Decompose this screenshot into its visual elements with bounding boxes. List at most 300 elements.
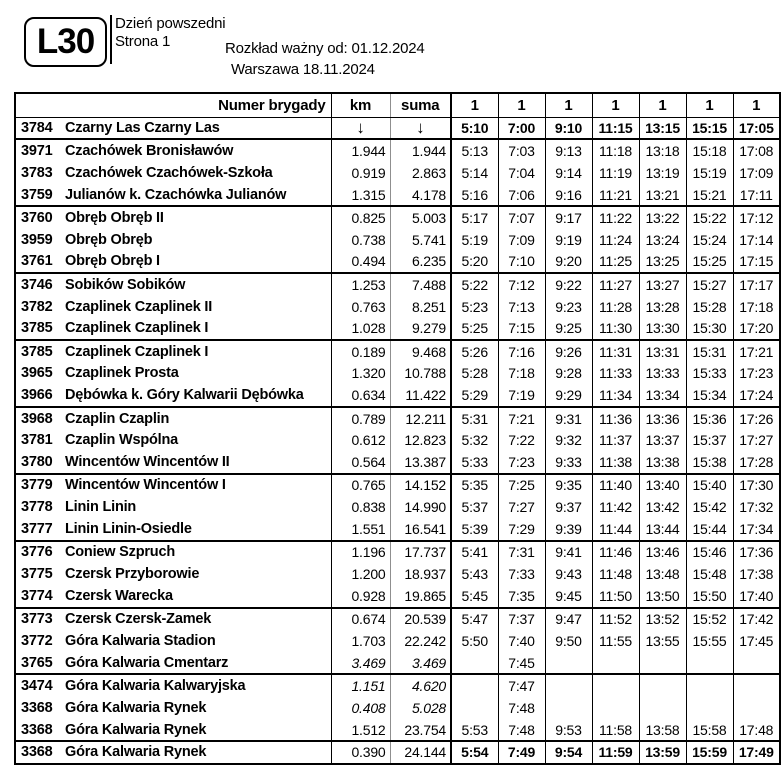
time-cell: 7:29 [498,518,545,540]
time-cell: 9:54 [545,741,592,763]
time-cell: 15:36 [686,407,733,429]
stop-name: Góra Kalwaria Kalwaryjska [65,678,246,695]
stop-cell [15,318,331,340]
stop-name: Czaplin Czaplin [65,410,170,427]
time-cell: 9:13 [545,139,592,161]
km-value: 1.315 [331,184,390,206]
stop-code: 3781 [21,432,53,449]
time-cell: 7:45 [498,652,545,674]
time-cell: 17:08 [733,139,780,161]
table-row [15,630,780,652]
stop-cell [15,340,331,362]
time-cell: 7:07 [498,206,545,228]
stop-cell [15,273,331,295]
table-row [15,340,780,362]
time-cell: 9:19 [545,228,592,250]
suma-value: 4.620 [390,674,451,696]
stop-cell [15,697,331,719]
time-cell: 17:40 [739,587,774,604]
table-row [15,385,780,407]
stop-code: 3368 [21,744,53,761]
column-header-suma: suma [390,93,451,117]
stop-name: Linin Linin-Osiedle [65,520,192,537]
time-cell: 7:04 [498,162,545,184]
suma-value: 12.211 [390,407,451,429]
time-cell: 13:28 [639,295,686,317]
time-cell: 11:25 [592,251,639,273]
km-value: 0.612 [331,429,390,451]
time-cell: 17:20 [739,320,774,337]
column-header-km: km [331,93,390,117]
stop-code: 3971 [21,142,53,159]
time-cell: 13:36 [639,407,686,429]
km-value: 1.703 [331,630,390,652]
valid-from-label: Rozkład ważny od: 01.12.2024 [225,40,425,57]
stop-code: 3759 [21,186,53,203]
time-cell: 9:20 [545,251,592,273]
time-cell: 11:24 [592,228,639,250]
stop-code: 3746 [21,276,53,293]
stop-cell [15,162,331,184]
suma-value: 16.541 [390,518,451,540]
time-cell: 15:25 [686,251,733,273]
stop-code: 3968 [21,410,53,427]
time-cell: 9:14 [545,162,592,184]
table-row [15,697,780,719]
column-header-brigade-5: 1 [639,93,686,117]
km-value: 0.390 [331,741,390,763]
column-header-brigade: Numer brygady [15,93,331,117]
time-cell: 17:30 [733,474,780,496]
time-cell: 13:30 [639,318,686,340]
time-cell: 9:53 [545,719,592,741]
time-cell: 13:18 [639,139,686,161]
time-cell: 13:40 [639,474,686,496]
time-cell: 9:32 [545,429,592,451]
stop-cell [15,362,331,384]
time-cell: 15:59 [686,741,733,763]
time-cell: 5:19 [451,228,498,250]
stop-code: 3778 [21,499,53,516]
stop-cell [15,541,331,563]
time-cell: 7:00 [498,117,545,139]
km-value: 0.738 [331,228,390,250]
suma-value: 24.144 [390,741,451,763]
time-cell: 17:09 [739,164,774,181]
stop-name: Góra Kalwaria Stadion [65,632,216,649]
stop-cell [15,652,331,674]
time-cell: 13:22 [639,206,686,228]
table-row [15,563,780,585]
time-cell: 9:47 [545,608,592,630]
time-cell [545,674,592,696]
km-value: 0.919 [331,162,390,184]
stop-cell [15,518,331,540]
time-cell: 13:21 [639,184,686,206]
table-row [15,541,780,563]
column-header-brigade-1: 1 [451,93,498,117]
time-cell: 7:27 [498,496,545,518]
time-cell: 5:25 [451,318,498,340]
table-row [15,429,780,451]
stop-cell [15,674,331,696]
city-date-label: Warszawa 18.11.2024 [231,61,375,78]
time-cell: 15:33 [686,362,733,384]
table-row [15,674,780,696]
stop-code: 3765 [21,654,53,671]
page-number-label: Strona 1 [115,33,171,50]
time-cell: 15:46 [686,541,733,563]
header-divider [110,15,112,64]
time-cell: 9:31 [545,407,592,429]
suma-value: 2.863 [390,162,451,184]
time-cell: 17:12 [733,206,780,228]
time-cell: 15:21 [686,184,733,206]
time-cell [686,697,733,719]
time-cell: 17:17 [733,273,780,295]
table-row [15,273,780,295]
km-value: 0.674 [331,608,390,630]
stop-name: Czaplinek Prosta [65,365,179,382]
time-cell: 7:48 [498,697,545,719]
table-row [15,228,780,250]
km-value: 1.151 [331,674,390,696]
suma-value: 6.235 [390,251,451,273]
table-row [15,362,780,384]
time-cell: 7:21 [498,407,545,429]
stop-name: Czersk Przyborowie [65,566,200,583]
stop-code: 3774 [21,587,53,604]
stop-code: 3783 [21,164,53,181]
suma-value: 5.741 [390,228,451,250]
table-row [15,474,780,496]
stop-code: 3760 [21,209,53,226]
stop-name: Góra Kalwaria Rynek [65,721,207,738]
time-cell: 17:05 [738,119,774,136]
suma-value: 19.865 [390,585,451,607]
time-cell: 11:19 [592,162,639,184]
stop-cell [15,608,331,630]
table-row [15,741,780,763]
time-cell: 11:52 [592,608,639,630]
suma-value: 1.944 [390,139,451,161]
time-cell: 13:31 [639,340,686,362]
time-cell: 17:14 [739,231,774,248]
km-value: 0.408 [331,697,390,719]
time-cell: 7:15 [498,318,545,340]
stop-code: 3785 [21,320,53,337]
time-cell: 15:18 [686,139,733,161]
km-value: 0.634 [331,385,390,407]
time-cell: 13:58 [639,719,686,741]
table-row [15,162,780,184]
time-cell: 7:18 [498,362,545,384]
time-cell: 5:10 [451,117,498,139]
suma-value: 10.788 [390,362,451,384]
time-cell: 17:18 [739,298,774,315]
time-cell: 11:27 [592,273,639,295]
suma-value: 17.737 [390,541,451,563]
time-cell: 17:32 [739,499,774,516]
time-cell [639,697,686,719]
stop-cell [15,228,331,250]
time-cell: 15:31 [686,340,733,362]
column-header-brigade-7: 1 [733,93,780,117]
time-cell [451,674,498,696]
stop-cell [15,429,331,451]
km-value: 1.028 [331,318,390,340]
time-cell [545,652,592,674]
time-cell: 17:34 [739,520,774,537]
km-value: 0.838 [331,496,390,518]
column-header-brigade-6: 1 [686,93,733,117]
time-cell: 17:38 [739,566,774,583]
stop-name: Czaplin Wspólna [65,432,179,449]
suma-value: 20.539 [390,608,451,630]
time-cell: 5:50 [451,630,498,652]
table-row [15,117,780,139]
km-value: 0.825 [331,206,390,228]
time-cell: 15:40 [686,474,733,496]
suma-value: 22.242 [390,630,451,652]
time-cell: 9:43 [545,563,592,585]
stop-code: 3776 [21,544,53,561]
time-cell: 5:35 [451,474,498,496]
time-cell: 15:15 [686,117,733,139]
table-row [15,496,780,518]
column-header-brigade-4: 1 [592,93,639,117]
time-cell: 17:36 [733,541,780,563]
stop-code: 3782 [21,298,53,315]
time-cell: 7:49 [498,741,545,763]
time-cell: 13:52 [639,608,686,630]
stop-name: Julianów k. Czachówka Julianów [65,186,287,203]
time-cell: 11:37 [592,429,639,451]
time-cell: 7:03 [498,139,545,161]
time-cell: 7:40 [498,630,545,652]
table-row [15,139,780,161]
time-cell: 9:45 [545,585,592,607]
suma-value: 5.003 [390,206,451,228]
stop-name: Czaplinek Czaplinek II [65,298,213,315]
time-cell: 11:22 [592,206,639,228]
time-cell: 11:58 [592,719,639,741]
km-value: 0.765 [331,474,390,496]
time-cell: 9:50 [545,630,592,652]
time-cell: 17:26 [733,407,780,429]
stop-name: Wincentów Wincentów II [65,454,230,471]
time-cell: 7:16 [498,340,545,362]
time-cell: 15:34 [686,385,733,407]
time-cell: 11:36 [592,407,639,429]
km-value: 0.789 [331,407,390,429]
stop-code: 3780 [21,454,53,471]
stop-code: 3474 [21,678,53,695]
time-cell: 5:53 [451,719,498,741]
time-cell: 5:28 [451,362,498,384]
stop-code: 3772 [21,632,53,649]
stop-code: 3966 [21,387,53,404]
stop-code: 3965 [21,365,53,382]
time-cell: 17:48 [739,721,774,738]
time-cell: 9:25 [545,318,592,340]
time-cell: 13:59 [639,741,686,763]
table-row [15,451,780,473]
km-value: 1.200 [331,563,390,585]
km-value: 0.494 [331,251,390,273]
time-cell: 5:43 [451,563,498,585]
time-cell: 9:29 [545,385,592,407]
time-cell: 13:24 [639,228,686,250]
time-cell: 11:59 [592,741,639,763]
suma-value: 18.937 [390,563,451,585]
stop-cell [15,741,331,763]
stop-name: Wincentów Wincentów I [65,477,226,494]
time-cell: 5:29 [451,385,498,407]
time-cell: 9:17 [545,206,592,228]
time-cell: 11:38 [592,451,639,473]
time-cell [592,697,639,719]
stop-cell [15,206,331,228]
time-cell: 17:21 [733,340,780,362]
stop-cell [15,719,331,741]
stop-cell [15,184,331,206]
stop-name: Dębówka k. Góry Kalwarii Dębówka [65,387,304,404]
time-cell [545,697,592,719]
time-cell: 9:35 [545,474,592,496]
timetable-body [15,117,780,764]
time-cell: 5:14 [451,162,498,184]
stop-name: Sobików Sobików [65,276,186,293]
time-cell: 13:48 [639,563,686,585]
time-cell: 9:26 [545,340,592,362]
table-row [15,318,780,340]
time-cell: 5:32 [451,429,498,451]
time-cell: 11:31 [592,340,639,362]
table-row [15,585,780,607]
suma-value: 23.754 [390,719,451,741]
km-value: 1.944 [331,139,390,161]
time-cell: 17:23 [739,365,774,382]
down-arrow-icon: ↓ [390,117,451,139]
time-cell: 9:41 [545,541,592,563]
time-cell: 17:24 [739,387,774,404]
suma-value: 9.279 [390,318,451,340]
stop-name: Czaplinek Czaplinek I [65,320,209,337]
time-cell: 17:27 [739,432,774,449]
time-cell: 9:22 [545,273,592,295]
km-value: 3.469 [331,652,390,674]
time-cell: 7:22 [498,429,545,451]
time-cell: 9:33 [545,451,592,473]
timetable [14,92,781,765]
line-code-box [24,17,107,67]
time-cell: 13:55 [639,630,686,652]
time-cell: 13:19 [639,162,686,184]
time-cell: 7:19 [498,385,545,407]
stop-cell [15,295,331,317]
time-cell: 15:30 [686,318,733,340]
stop-name: Czaplinek Czaplinek I [65,343,209,360]
km-value: 1.551 [331,518,390,540]
stop-code: 3773 [21,611,53,628]
time-cell: 17:45 [739,632,774,649]
time-cell: 5:54 [451,741,498,763]
time-cell: 9:23 [545,295,592,317]
stop-cell [15,407,331,429]
time-cell: 7:33 [498,563,545,585]
time-cell: 13:37 [639,429,686,451]
stop-cell [15,585,331,607]
stop-name: Czarny Las Czarny Las [65,119,220,136]
time-cell: 7:48 [498,719,545,741]
time-cell: 15:52 [686,608,733,630]
km-value: 1.512 [331,719,390,741]
table-row [15,608,780,630]
time-cell: 17:28 [739,454,774,471]
time-cell: 7:06 [498,184,545,206]
stop-cell [15,630,331,652]
time-cell: 7:12 [498,273,545,295]
stop-code: 3368 [21,721,53,738]
table-row [15,518,780,540]
table-row [15,184,780,206]
time-cell [686,652,733,674]
time-cell [639,652,686,674]
table-row [15,652,780,674]
suma-value: 4.178 [390,184,451,206]
time-cell: 11:44 [592,518,639,540]
time-cell: 11:55 [592,630,639,652]
time-cell: 11:33 [592,362,639,384]
stop-name: Góra Kalwaria Cmentarz [65,654,229,671]
stop-code: 3959 [21,231,53,248]
time-cell: 7:31 [498,541,545,563]
time-cell: 5:31 [451,407,498,429]
time-cell: 5:47 [451,608,498,630]
stop-name: Czachówek Bronisławów [65,142,234,159]
time-cell: 17:15 [739,253,774,270]
time-cell: 7:47 [498,674,545,696]
time-cell: 15:28 [686,295,733,317]
km-value: 1.196 [331,541,390,563]
km-value: 1.320 [331,362,390,384]
suma-value: 13.387 [390,451,451,473]
stop-code: 3761 [21,253,53,270]
suma-value: 14.152 [390,474,451,496]
time-cell: 15:27 [686,273,733,295]
time-cell: 13:15 [639,117,686,139]
stop-name: Linin Linin [65,499,137,516]
time-cell: 7:25 [498,474,545,496]
time-cell: 11:50 [592,585,639,607]
table-row [15,407,780,429]
time-cell: 7:09 [498,228,545,250]
time-cell: 15:19 [686,162,733,184]
time-cell: 13:46 [639,541,686,563]
time-cell: 7:13 [498,295,545,317]
line-code: L30 [36,22,95,61]
time-cell [733,674,780,696]
km-value: 0.763 [331,295,390,317]
time-cell: 5:26 [451,340,498,362]
time-cell: 9:39 [545,518,592,540]
table-row [15,719,780,741]
km-value: 1.253 [331,273,390,295]
time-cell [733,652,780,674]
time-cell: 13:27 [639,273,686,295]
time-cell: 13:34 [639,385,686,407]
